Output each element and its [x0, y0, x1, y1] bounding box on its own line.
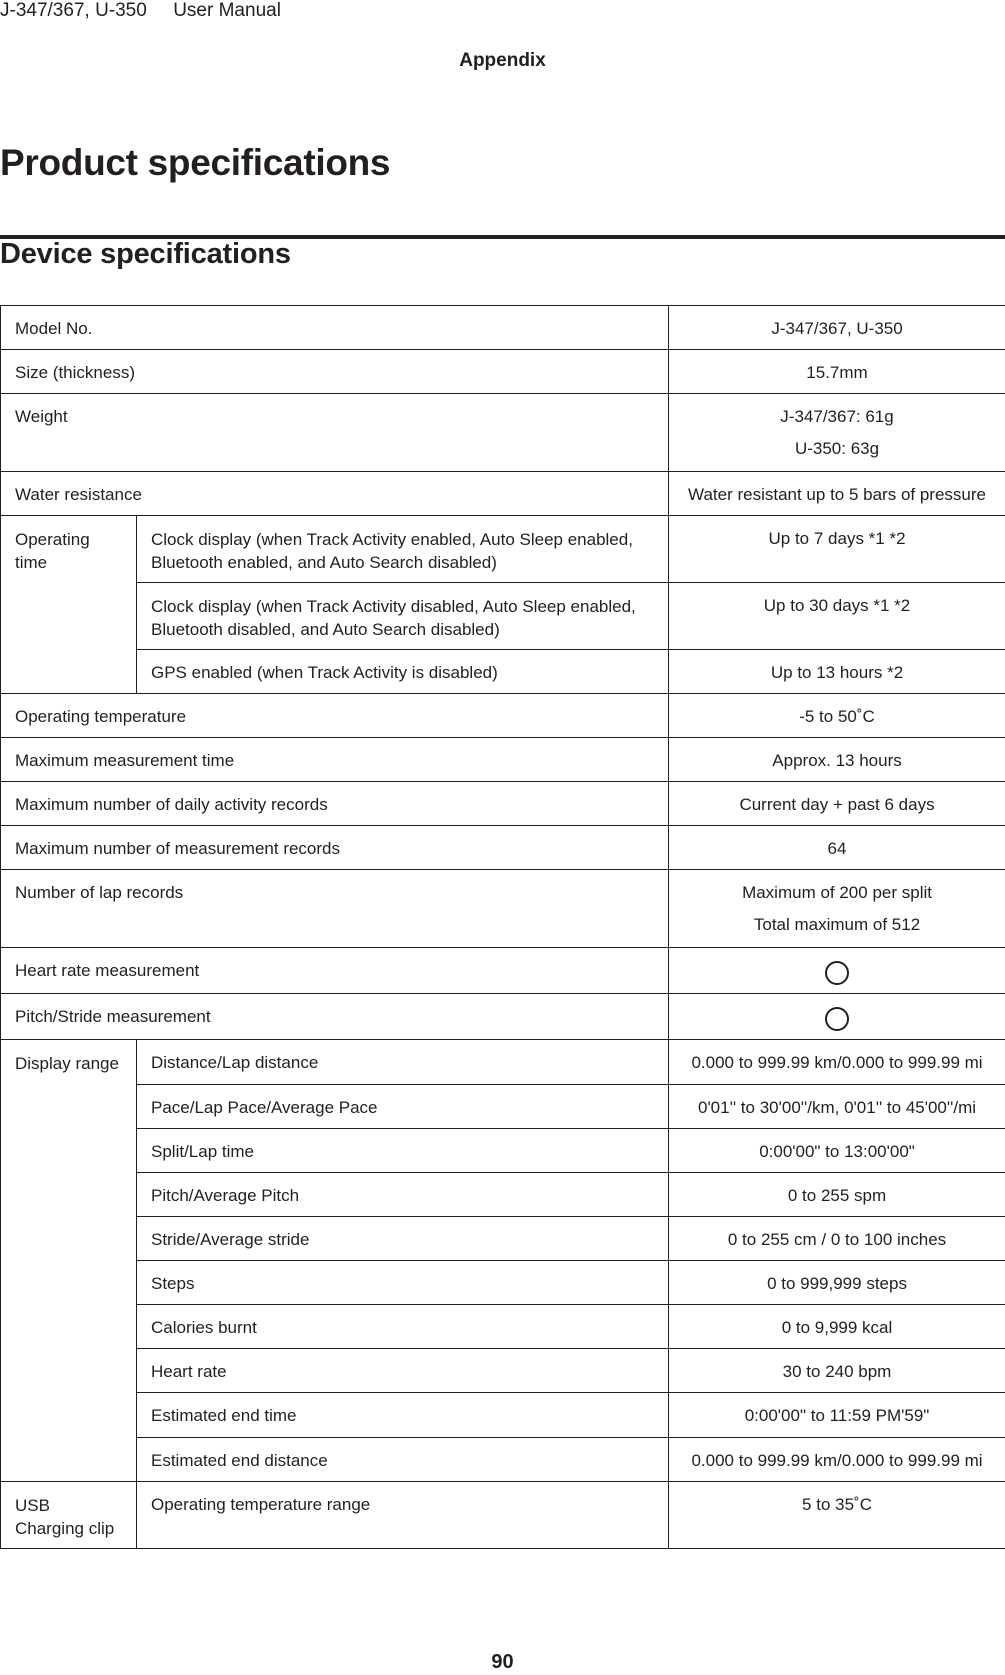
- row-value: Water resistant up to 5 bars of pressure: [688, 485, 986, 504]
- group-label: Display range: [15, 1054, 119, 1073]
- table-row: [1, 1173, 1005, 1217]
- row-label: Distance/Lap distance: [151, 1053, 319, 1072]
- device-specifications-table: [0, 305, 1005, 1549]
- table-row: [1, 650, 1005, 694]
- row-label: Calories burnt: [151, 1318, 257, 1337]
- table-row: [1, 1129, 1005, 1173]
- table-row: [1, 350, 1005, 394]
- row-value: 5 to 35˚C: [802, 1495, 872, 1514]
- row-value: 0 to 9,999 kcal: [781, 1318, 893, 1337]
- row-value: 0 to 255 cm / 0 to 100 inches: [727, 1230, 947, 1249]
- circle-icon: [825, 1007, 849, 1031]
- row-value: J-347/367, U-350: [771, 319, 903, 338]
- table-row: [1, 583, 1005, 650]
- page-number: 90: [491, 1651, 514, 1673]
- row-value: Up to 7 days *1 *2: [768, 529, 906, 548]
- row-value: 64: [827, 839, 847, 858]
- row-value: 0 to 999,999 steps: [767, 1274, 907, 1293]
- table-row: [1, 1261, 1005, 1305]
- row-label: Heart rate: [151, 1362, 227, 1381]
- row-label: Maximum measurement time: [15, 751, 235, 770]
- table-row: [1, 472, 1005, 516]
- row-label: Water resistance: [15, 485, 142, 504]
- table-row: [1, 1305, 1005, 1349]
- row-label: Maximum number of measurement records: [15, 839, 341, 858]
- row-value: 0 to 255 spm: [787, 1186, 887, 1205]
- row-label: Pace/Lap Pace/Average Pace: [151, 1098, 378, 1117]
- table-row: [1, 782, 1005, 826]
- row-label: Estimated end time: [151, 1406, 297, 1425]
- section-header: Appendix: [459, 50, 546, 71]
- table-row: [1, 516, 1005, 583]
- table-row: [1, 738, 1005, 782]
- row-value: U-350: 63g: [794, 439, 880, 458]
- row-value: J-347/367: 61g: [780, 407, 894, 426]
- table-row: [1, 1349, 1005, 1393]
- table-row: [1, 1217, 1005, 1261]
- row-label: Pitch/Average Pitch: [151, 1186, 300, 1205]
- table-row: [1, 1040, 1005, 1085]
- row-label: Split/Lap time: [151, 1142, 254, 1161]
- row-value: 0.000 to 999.99 km/0.000 to 999.99 mi: [691, 1451, 983, 1470]
- group-label: Operating time: [15, 530, 90, 572]
- page-title: Product specifications: [0, 142, 391, 183]
- row-value: 15.7mm: [806, 363, 868, 382]
- table-row: [1, 694, 1005, 738]
- row-value: Up to 30 days *1 *2: [763, 596, 911, 615]
- row-value: 0'01'' to 30'00''/km, 0'01'' to 45'00''/mi: [697, 1098, 977, 1117]
- table-row: [1, 1438, 1005, 1482]
- group-label: USB Charging clip: [15, 1496, 115, 1538]
- row-label: Operating temperature: [15, 707, 187, 726]
- row-label: Maximum number of daily activity records: [15, 795, 328, 814]
- row-label: Pitch/Stride measurement: [15, 1007, 211, 1026]
- row-label: Stride/Average stride: [151, 1230, 310, 1249]
- row-label: Heart rate measurement: [15, 961, 200, 980]
- row-value: Maximum of 200 per split: [742, 883, 932, 902]
- table-row: [1, 1085, 1005, 1129]
- row-label: Steps: [151, 1274, 195, 1293]
- row-value: Up to 13 hours *2: [770, 663, 904, 682]
- row-value: 0.000 to 999.99 km/0.000 to 999.99 mi: [691, 1053, 983, 1072]
- row-value: 30 to 240 bpm: [782, 1362, 892, 1381]
- table-row: [1, 394, 1005, 472]
- row-label: Weight: [15, 407, 68, 426]
- row-value: -5 to 50˚C: [799, 707, 875, 726]
- row-label: Model No.: [15, 319, 93, 338]
- table-row: [1, 948, 1005, 994]
- circle-icon: [825, 961, 849, 985]
- row-value: 0:00'00" to 11:59 PM'59": [744, 1406, 930, 1425]
- table-row: [1, 994, 1005, 1040]
- table-row: [1, 306, 1005, 350]
- section-title: Device specifications: [0, 238, 291, 270]
- table-row: [1, 1393, 1005, 1438]
- row-label: Operating temperature range: [151, 1495, 371, 1514]
- row-label: Clock display (when Track Activity enabled, Auto Sleep enabled, Bluetooth enabled, and Auto Search disabled): [151, 530, 633, 572]
- table-row: [1, 826, 1005, 870]
- manual-title: J-347/367, U-350 User Manual: [0, 0, 281, 21]
- table-row: [1, 870, 1005, 948]
- row-label: Estimated end distance: [151, 1451, 328, 1470]
- row-label: Size (thickness): [15, 363, 135, 382]
- row-label: Clock display (when Track Activity disabled, Auto Sleep enabled, Bluetooth disabled, and Auto Search disabled): [151, 597, 636, 639]
- row-value: Current day + past 6 days: [739, 795, 935, 814]
- table-row: [1, 1482, 1005, 1549]
- row-label: GPS enabled (when Track Activity is disabled): [151, 663, 498, 682]
- row-value: 0:00'00" to 13:00'00": [759, 1142, 915, 1161]
- row-value: Total maximum of 512: [753, 915, 921, 934]
- row-label: Number of lap records: [15, 883, 184, 902]
- row-value: Approx. 13 hours: [772, 751, 902, 770]
